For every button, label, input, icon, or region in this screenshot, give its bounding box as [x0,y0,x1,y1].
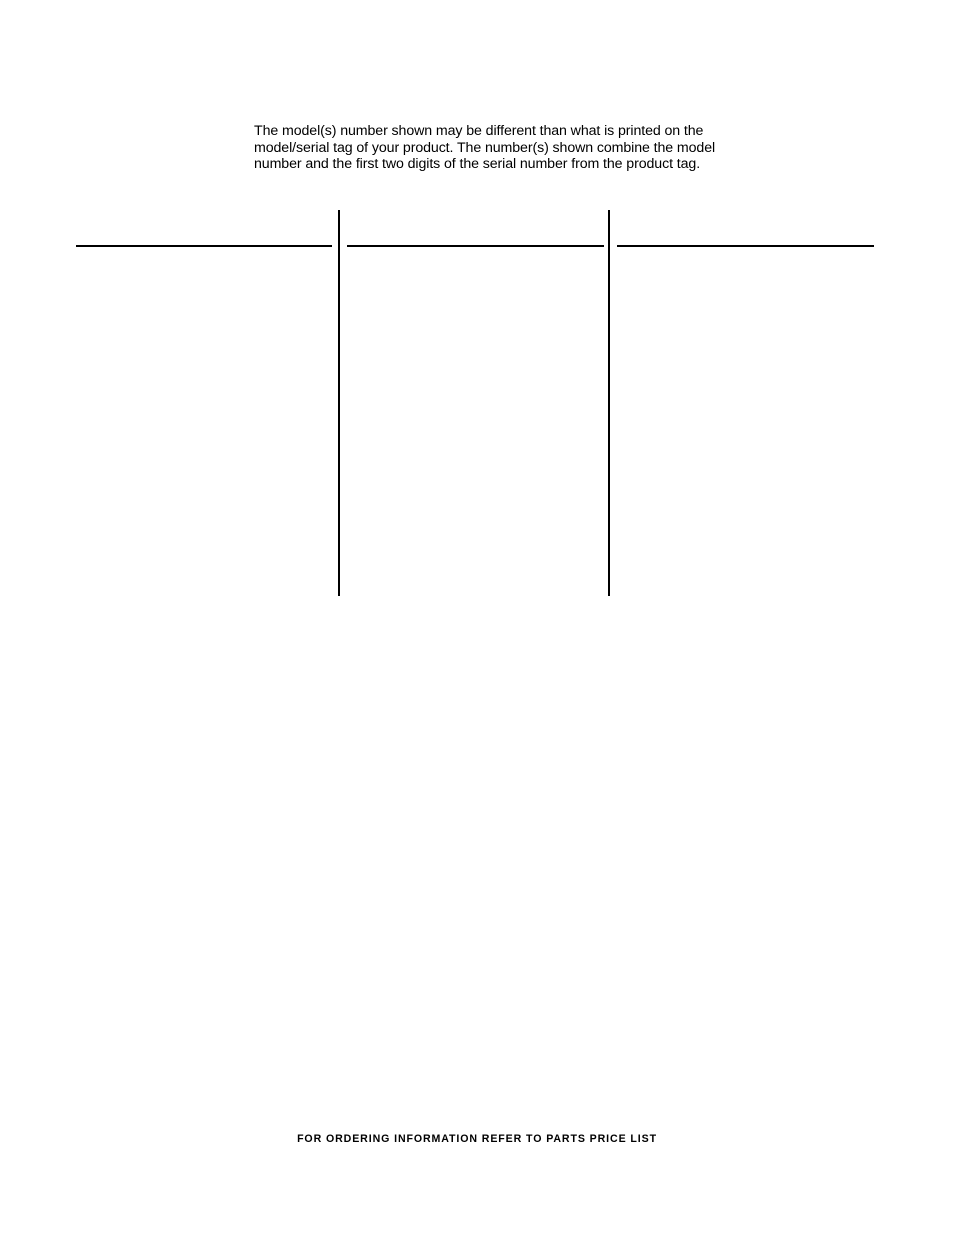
notice-line: model/serial tag of your product. The number(s) shown combine the model [254,139,716,156]
column-header-rule [347,245,604,247]
notice-line: The model(s) number shown may be different than what is printed on the [254,123,704,139]
model-column-1 [76,210,332,596]
column-divider [338,210,340,596]
model-column-2 [347,210,604,596]
column-header-rule [76,245,332,247]
column-header-rule [617,245,874,247]
model-column-3 [617,210,874,596]
model-number-notice [254,123,774,173]
column-divider [608,210,610,596]
notice-line: number and the first two digits of the serial number from the product tag. [254,156,701,172]
ordering-information-footer: FOR ORDERING INFORMATION REFER TO PARTS PRICE LIST [297,1133,657,1145]
model-number-table [76,210,874,596]
